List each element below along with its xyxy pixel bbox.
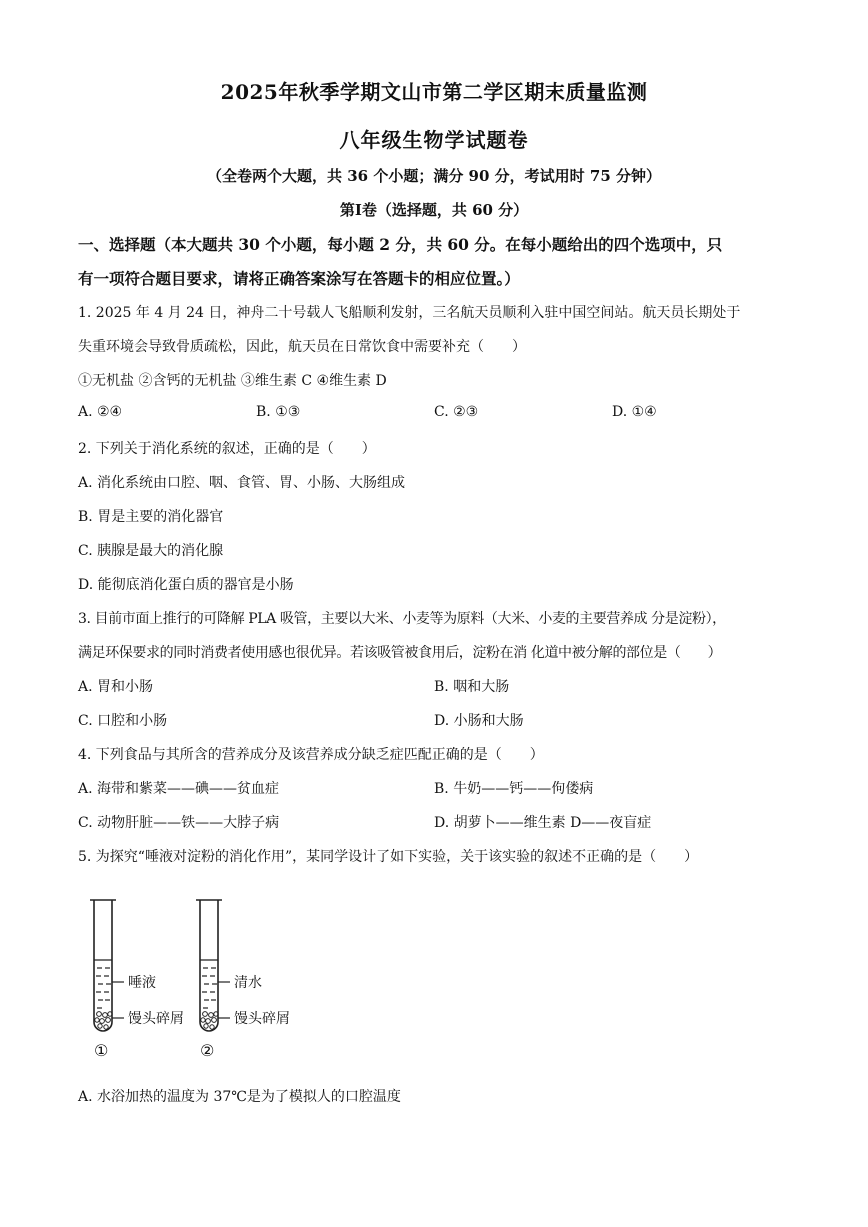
tube-2-solid-label: 馒头碎屑 (234, 1011, 290, 1027)
test-tube-figure (80, 890, 320, 1065)
q4-option-c[interactable]: C. 动物肝脏——铁——大脖子病 (78, 815, 280, 831)
tube-1-solid-label: 馒头碎屑 (128, 1011, 184, 1027)
tube-1-liquid-label: 唾液 (128, 975, 156, 991)
tube-2-liquid-label: 清水 (234, 975, 262, 991)
q4-option-a[interactable]: A. 海带和紫菜——碘——贫血症 (78, 781, 280, 797)
q2-option-c[interactable]: C. 胰腺是最大的消化腺 (78, 543, 224, 559)
q5-stem: 5. 为探究“唾液对淀粉的消化作用”，某同学设计了如下实验，关于该实验的叙述不正确的是（ ） (78, 849, 699, 865)
q1-stem-line1: 1. 2025 年 4 月 24 日，神舟二十号载人飞船顺利发射，三名航天员顺利入驻中国空间站。航天员长期处于 (78, 305, 741, 321)
q1-items: ①无机盐 ②含钙的无机盐 ③维生素 C ④维生素 D (78, 373, 387, 389)
q3-option-d[interactable]: D. 小肠和大肠 (434, 713, 524, 729)
tube-2-number: ② (200, 1041, 215, 1060)
tube-1-number: ① (94, 1041, 109, 1060)
q2-option-d[interactable]: D. 能彻底消化蛋白质的器官是小肠 (78, 577, 294, 593)
section-heading-line1: 一、选择题（本大题共 30 个小题，每小题 2 分，共 60 分。在每小题给出的四个选项中，只 (78, 235, 723, 254)
section-heading (78, 228, 790, 296)
q4-option-b[interactable]: B. 牛奶——钙——佝偻病 (434, 781, 594, 797)
q1-option-a[interactable]: A. ②④ (78, 404, 123, 420)
q2-option-a[interactable]: A. 消化系统由口腔、咽、食管、胃、小肠、大肠组成 (78, 475, 406, 491)
q5-option-a[interactable]: A. 水浴加热的温度为 37℃是为了模拟人的口腔温度 (78, 1089, 401, 1105)
q1-stem-line2: 失重环境会导致骨质疏松，因此，航天员在日常饮食中需要补充（ ） (78, 339, 526, 355)
q3-stem-line1: 3. 目前市面上推行的可降解 PLA 吸管，主要以大米、小麦等为原料（大米、小麦的主要营养成 分是淀粉）， (78, 611, 726, 627)
section-heading-line2: 有一项符合题目要求，请将正确答案涂写在答题卡的相应位置。） (78, 269, 520, 288)
q3-option-b[interactable]: B. 咽和大肠 (434, 679, 510, 695)
exam-title: 2025年秋季学期文山市第二学区期末质量监测 (220, 80, 648, 104)
q1-option-b[interactable]: B. ①③ (256, 404, 301, 420)
test-tube-2 (196, 900, 230, 1031)
q2-option-b[interactable]: B. 胃是主要的消化器官 (78, 509, 224, 525)
test-tube-1 (90, 900, 124, 1031)
q1-option-d[interactable]: D. ①④ (612, 404, 657, 420)
exam-note: （全卷两个大题，共 36 个小题；满分 90 分，考试用时 75 分钟） (207, 167, 661, 185)
q4-option-d[interactable]: D. 胡萝卜——维生素 D——夜盲症 (434, 815, 652, 831)
exam-subtitle: 八年级生物学试题卷 (339, 128, 529, 152)
q3-option-a[interactable]: A. 胃和小肠 (78, 679, 154, 695)
part-heading: 第Ⅰ卷（选择题，共 60 分） (339, 201, 529, 219)
q3-stem-line2: 满足环保要求的同时消费者使用感也很优异。若该吸管被食用后，淀粉在消 化道中被分解的部位是（ ） (78, 645, 722, 661)
q2-stem: 2. 下列关于消化系统的叙述，正确的是（ ） (78, 441, 376, 457)
q1-option-c[interactable]: C. ②③ (434, 404, 479, 420)
q4-stem: 4. 下列食品与其所含的营养成分及该营养成分缺乏症匹配正确的是（ ） (78, 747, 544, 763)
q3-option-c[interactable]: C. 口腔和小肠 (78, 713, 168, 729)
